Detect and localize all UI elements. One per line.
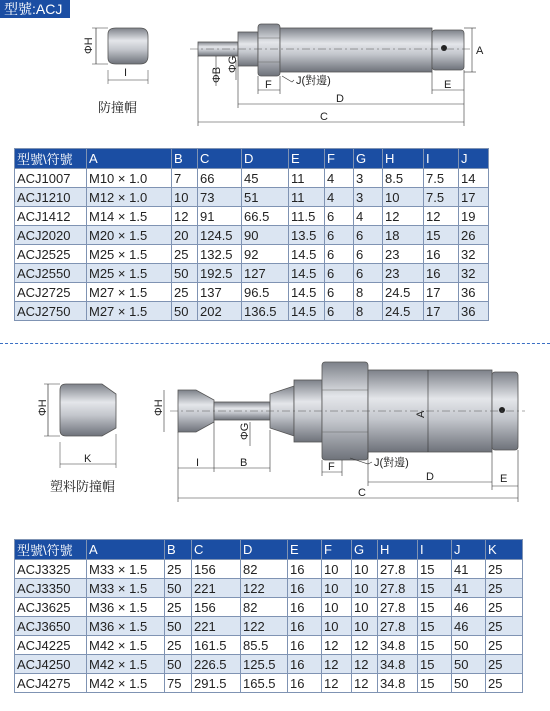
model-cell: ACJ4225	[15, 636, 87, 655]
value-cell: 6	[325, 226, 354, 245]
bottom-b-label: B	[240, 457, 248, 469]
model-cell: ACJ4250	[15, 655, 87, 674]
top-phi-b-label: ΦB	[211, 66, 223, 83]
value-cell: 6	[325, 245, 354, 264]
value-cell: 11	[289, 188, 325, 207]
section-divider	[0, 343, 550, 344]
bottom-spec-table	[14, 539, 523, 693]
value-cell: M42 × 1.5	[87, 636, 165, 655]
table-row	[15, 283, 489, 302]
value-cell: 7.5	[424, 188, 459, 207]
top-diagram	[0, 8, 550, 143]
value-cell: 75	[165, 674, 192, 693]
value-cell: 50	[452, 674, 486, 693]
value-cell: 14.5	[289, 283, 325, 302]
header-cell: J	[452, 540, 486, 560]
model-cell: ACJ4275	[15, 674, 87, 693]
value-cell: M10 × 1.0	[87, 169, 172, 188]
table-row	[15, 617, 523, 636]
value-cell: 7	[172, 169, 198, 188]
value-cell: 15	[418, 655, 452, 674]
value-cell: 6	[354, 245, 383, 264]
header-cell: H	[383, 149, 424, 169]
value-cell: 20	[172, 226, 198, 245]
bottom-k-label: K	[84, 453, 92, 465]
value-cell: 96.5	[242, 283, 289, 302]
value-cell: 23	[383, 245, 424, 264]
value-cell: 132.5	[198, 245, 242, 264]
value-cell: 8	[354, 283, 383, 302]
value-cell: 221	[192, 617, 241, 636]
value-cell: 12	[172, 207, 198, 226]
value-cell: 32	[459, 245, 489, 264]
value-cell: 10	[322, 579, 352, 598]
value-cell: 50	[172, 264, 198, 283]
value-cell: 15	[418, 560, 452, 579]
bottom-phi-h-label: ΦH	[153, 399, 165, 416]
value-cell: 50	[452, 636, 486, 655]
top-a-label: A	[476, 45, 484, 57]
top-spec-table	[14, 148, 489, 321]
value-cell: 16	[288, 560, 322, 579]
table-row	[15, 245, 489, 264]
bottom-cap-caption: 塑料防撞帽	[50, 479, 116, 494]
value-cell: 25	[486, 655, 523, 674]
value-cell: 45	[242, 169, 289, 188]
model-cell: ACJ3650	[15, 617, 87, 636]
header-cell: G	[354, 149, 383, 169]
bottom-shock-absorber-drawing	[170, 362, 525, 460]
value-cell: 15	[418, 598, 452, 617]
header-cell: I	[418, 540, 452, 560]
value-cell: 25	[172, 245, 198, 264]
value-cell: M14 × 1.5	[87, 207, 172, 226]
value-cell: 137	[198, 283, 242, 302]
table-row	[15, 636, 523, 655]
model-cell: ACJ2725	[15, 283, 87, 302]
value-cell: 27.8	[378, 617, 418, 636]
value-cell: 14.5	[289, 245, 325, 264]
header-cell: D	[241, 540, 288, 560]
value-cell: 12	[424, 207, 459, 226]
value-cell: 36	[459, 283, 489, 302]
value-cell: 11	[289, 169, 325, 188]
model-cell: ACJ2750	[15, 302, 87, 321]
value-cell: 25	[486, 560, 523, 579]
top-f-label: F	[265, 79, 272, 91]
value-cell: 10	[352, 579, 378, 598]
header-cell: G	[352, 540, 378, 560]
table-header-row	[15, 149, 489, 169]
value-cell: 73	[198, 188, 242, 207]
value-cell: 34.8	[378, 655, 418, 674]
value-cell: 16	[288, 617, 322, 636]
value-cell: 17	[459, 188, 489, 207]
value-cell: 25	[486, 579, 523, 598]
value-cell: 16	[288, 636, 322, 655]
value-cell: 50	[165, 579, 192, 598]
header-cell: C	[198, 149, 242, 169]
value-cell: 15	[424, 226, 459, 245]
value-cell: 18	[383, 226, 424, 245]
value-cell: 91	[198, 207, 242, 226]
value-cell: 66.5	[242, 207, 289, 226]
value-cell: 46	[452, 617, 486, 636]
model-cell: ACJ2525	[15, 245, 87, 264]
value-cell: 16	[288, 598, 322, 617]
value-cell: M27 × 1.5	[87, 302, 172, 321]
impact-cap-drawing	[92, 28, 148, 84]
value-cell: 36	[459, 302, 489, 321]
value-cell: 4	[325, 169, 354, 188]
value-cell: M12 × 1.0	[87, 188, 172, 207]
model-cell: ACJ1210	[15, 188, 87, 207]
header-cell: B	[172, 149, 198, 169]
table-row	[15, 598, 523, 617]
table-row	[15, 264, 489, 283]
value-cell: 127	[242, 264, 289, 283]
value-cell: 156	[192, 560, 241, 579]
value-cell: 50	[452, 655, 486, 674]
value-cell: M42 × 1.5	[87, 674, 165, 693]
value-cell: M33 × 1.5	[87, 560, 165, 579]
value-cell: 10	[352, 598, 378, 617]
value-cell: M36 × 1.5	[87, 617, 165, 636]
model-cell: ACJ3625	[15, 598, 87, 617]
value-cell: M36 × 1.5	[87, 598, 165, 617]
table-row	[15, 560, 523, 579]
value-cell: 6	[325, 283, 354, 302]
value-cell: 202	[198, 302, 242, 321]
header-cell: A	[87, 149, 172, 169]
value-cell: 82	[241, 598, 288, 617]
table-row	[15, 302, 489, 321]
value-cell: 25	[486, 598, 523, 617]
value-cell: M33 × 1.5	[87, 579, 165, 598]
value-cell: 25	[165, 560, 192, 579]
value-cell: 46	[452, 598, 486, 617]
table-header-row	[15, 540, 523, 560]
value-cell: 14.5	[289, 302, 325, 321]
value-cell: 16	[424, 245, 459, 264]
value-cell: 10	[383, 188, 424, 207]
value-cell: 82	[241, 560, 288, 579]
value-cell: 50	[165, 655, 192, 674]
value-cell: 8	[354, 302, 383, 321]
value-cell: 24.5	[383, 302, 424, 321]
value-cell: 10	[322, 598, 352, 617]
value-cell: 25	[486, 636, 523, 655]
value-cell: 6	[325, 207, 354, 226]
value-cell: 25	[486, 617, 523, 636]
table-row	[15, 674, 523, 693]
value-cell: 12	[383, 207, 424, 226]
value-cell: 25	[165, 598, 192, 617]
value-cell: 32	[459, 264, 489, 283]
value-cell: 16	[288, 655, 322, 674]
value-cell: 124.5	[198, 226, 242, 245]
model-cell: ACJ3350	[15, 579, 87, 598]
value-cell: 16	[424, 264, 459, 283]
value-cell: 25	[172, 283, 198, 302]
value-cell: 6	[354, 264, 383, 283]
value-cell: 11.5	[289, 207, 325, 226]
value-cell: 10	[172, 188, 198, 207]
value-cell: 15	[418, 674, 452, 693]
value-cell: 13.5	[289, 226, 325, 245]
value-cell: 25	[165, 636, 192, 655]
value-cell: 90	[242, 226, 289, 245]
value-cell: 15	[418, 579, 452, 598]
top-j-label: J(對邊)	[296, 75, 331, 87]
value-cell: M25 × 1.5	[87, 264, 172, 283]
table-row	[15, 207, 489, 226]
value-cell: 291.5	[192, 674, 241, 693]
value-cell: M20 × 1.5	[87, 226, 172, 245]
value-cell: 12	[322, 674, 352, 693]
value-cell: 7.5	[424, 169, 459, 188]
series-title: 型號:ACJ	[0, 0, 70, 18]
value-cell: 34.8	[378, 674, 418, 693]
value-cell: 66	[198, 169, 242, 188]
value-cell: 12	[352, 674, 378, 693]
header-cell: K	[486, 540, 523, 560]
bottom-i-label: I	[196, 457, 200, 469]
header-cell: I	[424, 149, 459, 169]
value-cell: 4	[325, 188, 354, 207]
header-cell: D	[242, 149, 289, 169]
top-c-label: C	[320, 111, 328, 123]
header-cell: A	[87, 540, 165, 560]
value-cell: 25	[486, 674, 523, 693]
value-cell: 136.5	[242, 302, 289, 321]
top-d-label: D	[336, 93, 344, 105]
header-cell: F	[322, 540, 352, 560]
value-cell: 10	[322, 560, 352, 579]
value-cell: 165.5	[241, 674, 288, 693]
value-cell: 10	[322, 617, 352, 636]
header-cell: 型號\符號	[15, 540, 87, 560]
header-cell: C	[192, 540, 241, 560]
top-e-label: E	[444, 79, 452, 91]
value-cell: 41	[452, 560, 486, 579]
value-cell: 27.8	[378, 560, 418, 579]
value-cell: 24.5	[383, 283, 424, 302]
value-cell: 8.5	[383, 169, 424, 188]
top-phi-h-label: ΦH	[83, 37, 95, 54]
value-cell: M42 × 1.5	[87, 655, 165, 674]
bottom-e-label: E	[500, 473, 508, 485]
table-row	[15, 655, 523, 674]
bottom-table-body	[15, 560, 523, 693]
value-cell: 16	[288, 579, 322, 598]
value-cell: 16	[288, 674, 322, 693]
value-cell: 15	[418, 617, 452, 636]
value-cell: 12	[322, 655, 352, 674]
header-cell: F	[325, 149, 354, 169]
header-cell: E	[289, 149, 325, 169]
value-cell: 10	[352, 617, 378, 636]
model-cell: ACJ2020	[15, 226, 87, 245]
value-cell: 6	[325, 264, 354, 283]
model-cell: ACJ2550	[15, 264, 87, 283]
value-cell: 6	[354, 226, 383, 245]
value-cell: 122	[241, 579, 288, 598]
value-cell: M27 × 1.5	[87, 283, 172, 302]
value-cell: 17	[424, 283, 459, 302]
bottom-phi-g-label: ΦG	[239, 422, 251, 440]
value-cell: 3	[354, 169, 383, 188]
value-cell: 17	[424, 302, 459, 321]
value-cell: 226.5	[192, 655, 241, 674]
top-i-label: I	[124, 67, 128, 79]
header-cell: J	[459, 149, 489, 169]
bottom-j-label: J(對邊)	[374, 457, 409, 469]
value-cell: 50	[165, 617, 192, 636]
top-cap-caption: 防撞帽	[98, 100, 138, 115]
table-row	[15, 226, 489, 245]
header-cell: B	[165, 540, 192, 560]
value-cell: 41	[452, 579, 486, 598]
value-cell: 34.8	[378, 636, 418, 655]
value-cell: 12	[352, 636, 378, 655]
value-cell: 15	[418, 636, 452, 655]
bottom-cap-phi-h-label: ΦH	[37, 399, 49, 416]
bottom-a-label: A	[415, 410, 427, 418]
header-cell: 型號\符號	[15, 149, 87, 169]
value-cell: 27.8	[378, 598, 418, 617]
header-cell: H	[378, 540, 418, 560]
value-cell: 161.5	[192, 636, 241, 655]
value-cell: 12	[322, 636, 352, 655]
top-table-body	[15, 169, 489, 321]
value-cell: 51	[242, 188, 289, 207]
value-cell: 122	[241, 617, 288, 636]
table-row	[15, 188, 489, 207]
value-cell: 6	[325, 302, 354, 321]
value-cell: 19	[459, 207, 489, 226]
value-cell: 221	[192, 579, 241, 598]
header-cell: E	[288, 540, 322, 560]
value-cell: M25 × 1.5	[87, 245, 172, 264]
top-phi-g-label: ΦG	[227, 55, 239, 73]
value-cell: 23	[383, 264, 424, 283]
value-cell: 14.5	[289, 264, 325, 283]
value-cell: 156	[192, 598, 241, 617]
bottom-d-label: D	[426, 471, 434, 483]
value-cell: 14	[459, 169, 489, 188]
value-cell: 4	[354, 207, 383, 226]
value-cell: 3	[354, 188, 383, 207]
model-cell: ACJ3325	[15, 560, 87, 579]
value-cell: 26	[459, 226, 489, 245]
table-row	[15, 579, 523, 598]
bottom-c-label: C	[358, 487, 366, 499]
model-cell: ACJ1412	[15, 207, 87, 226]
value-cell: 85.5	[241, 636, 288, 655]
plastic-cap-drawing	[44, 384, 116, 468]
value-cell: 125.5	[241, 655, 288, 674]
model-cell: ACJ1007	[15, 169, 87, 188]
bottom-f-label: F	[328, 461, 335, 473]
value-cell: 192.5	[198, 264, 242, 283]
value-cell: 10	[352, 560, 378, 579]
value-cell: 92	[242, 245, 289, 264]
value-cell: 27.8	[378, 579, 418, 598]
table-row	[15, 169, 489, 188]
value-cell: 12	[352, 655, 378, 674]
value-cell: 50	[172, 302, 198, 321]
